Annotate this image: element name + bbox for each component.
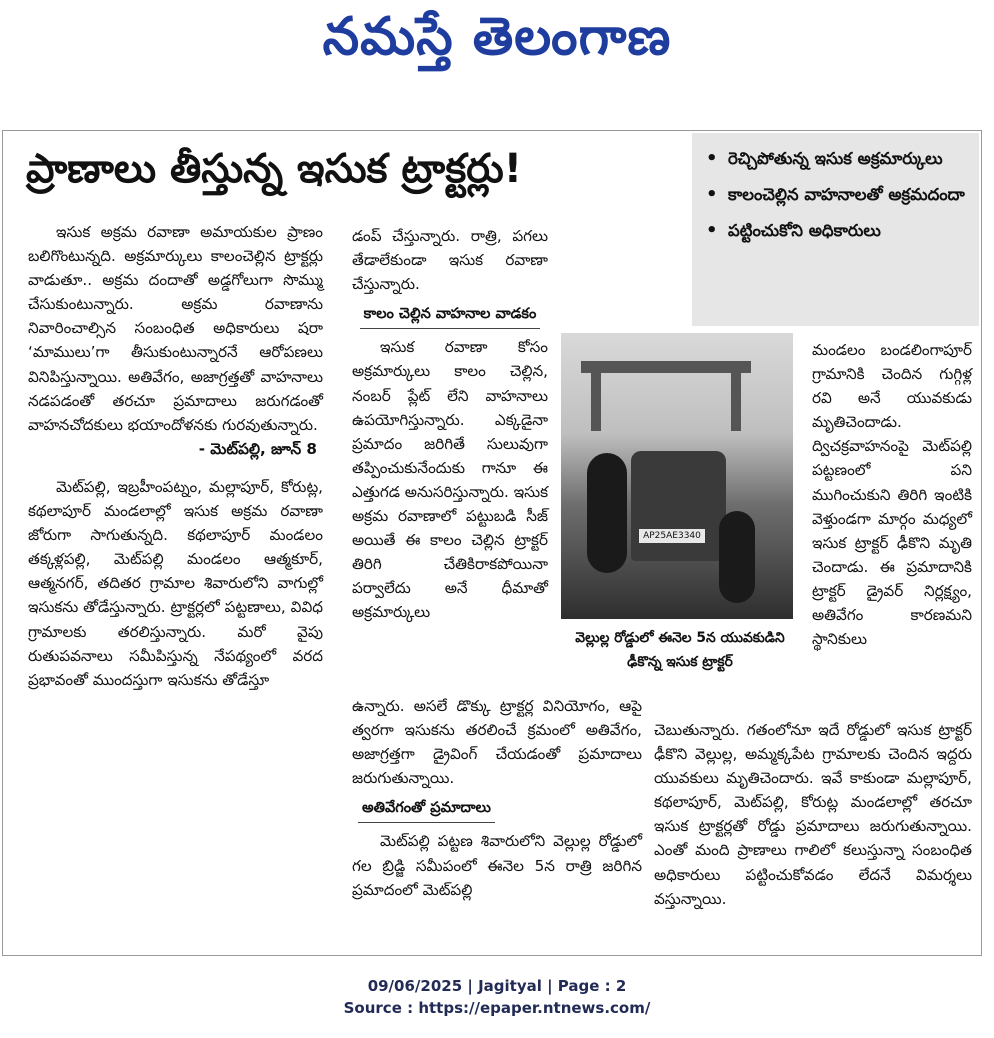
article-column-3 [812,338,972,651]
highlight-item: • పట్టించుకోని అధికారులు [700,217,969,245]
body-paragraph: మెట్‌పల్లి, ఇబ్రహీంపట్నం, మల్లాపూర్, కోరుట్ల, కథలాపూర్ మండలాల్లో ఇసుక అక్రమ రవాణా జోరుగా సాగుతున్నది. కథలాపూర్ మండలం తక్కళ్లపల్లి, మెట్‌పల్లి మండలం ఆత్మకూర్, ఆత్మనగర్, తదితర గ్రామాల శివారులోని వాగుల్లో ఇసుకను తోడేస్తున్నారు. ట్రాక్టర్లలో పట్టణాలు, వివిధ గ్రామాలకు తరలిస్తున్నారు. మరో వైపు రుతుపవనాలు సమీపిస్తున్న నేపథ్యంలో వరద ప్రభావంతో ముందస్తుగా ఇసుకను తోడేస్తూ [28,477,323,689]
article-column-3-wide [654,718,972,911]
bullet-icon: • [706,148,718,169]
article-column-1 [28,220,323,692]
body-paragraph: మెట్‌పల్లి పట్టణ శివారులోని వెల్లుల్ల రోడ్డులో గల బ్రిడ్జి సమీపంలో ఈనెల 5న రాత్రి జరిగిన ప్రమాదంలో మెట్‌పల్లి [352,832,642,899]
tractor-wheel [719,511,755,603]
tractor-wheel [587,453,627,573]
gate-shape [581,361,751,373]
gate-pillar [591,361,601,431]
body-paragraph: మండలం బండలింగాపూర్ గ్రామానికి చెందిన గుగ్గిళ్ల రవి అనే యువకుడు మృతిచెందాడు. ద్విచక్రవాహనంపై మెట్‌పల్లి పట్టణంలో పని ముగించుకుని తిరిగి ఇంటికి వెళ్తుండగా మార్గం మధ్యలో ఇసుక ట్రాక్టర్ ఢీకొని మృతి చెందాడు. ఈ ప్రమాదానికి ట్రాక్టర్ డ్రైవర్ నిర్లక్ష్యం, అతివేగం కారణమని స్థానికులు [812,341,972,649]
body-paragraph: ఉన్నారు. అసలే డొక్కు ట్రాక్టర్ల వినియోగం, ఆపై త్వరగా ఇసుకను తరలించే క్రమంలో అతివేగం, అజాగ్రత్తగా డ్రైవింగ్ చేయడంతో ప్రమాదాలు జరుగుతున్నాయి. [352,697,642,788]
footer-source: Source : https://epaper.ntnews.com/ [343,999,651,1017]
article-headline: ప్రాణాలు తీస్తున్న ఇసుక ట్రాక్టర్లు! [26,146,523,192]
tractor-body [631,451,726,561]
article-column-2 [352,224,548,625]
highlight-item: • రెచ్చిపోతున్న ఇసుక అక్రమార్కులు [700,145,969,173]
body-paragraph: ఇసుక రవాణా కోసం అక్రమార్కులు కాలం చెల్లిన, నంబర్ ప్లేట్ లేని వాహనాలు ఉపయోగిస్తున్నారు. ఎక్కడైనా ప్రమాదం జరిగితే సులువుగా తప్పించుకునేందుకు గానూ ఈ ఎత్తుగడ అనుసరిస్తున్నారు. ఇసుక అక్రమ రవాణాలో పట్టుబడి సీజ్ అయితే ఈ కాలం చెల్లిన ట్రాక్టర్ తిరిగి చేతికిరాకపోయినా పర్వాలేదు అనే ధీమాతో అక్రమార్కులు [352,338,549,622]
body-paragraph: చెబుతున్నారు. గతంలోనూ ఇదే రోడ్డులో ఇసుక ట్రాక్టర్ ఢీకొని వెల్లుల్ల, అమ్మక్కపేట గ్రామాలకు చెందిన ఇద్దరు యువకులు మృతిచెందారు. ఇవే కాకుండా మల్లాపూర్, కథలాపూర్, మెట్‌పల్లి, కోరుట్ల మండలాల్లో తరచూ ఇసుక ట్రాక్టర్లతో రోడ్డు ప్రమాదాలు జరుగుతున్నాయి. ఎంతో మంది ప్రాణాలు గాలిలో కలుస్తున్నా సంబంధిత అధికారులు పట్టించుకోవడం లేదనే విమర్శలు వస్తున్నాయి. [654,721,972,908]
intro-paragraph: ఇసుక అక్రమ రవాణా అమాయకుల ప్రాణం బలిగొంటున్నది. అక్రమార్కులు కాలంచెల్లిన ట్రాక్టర్లు వాడుతూ.. అక్రమ దందాతో అడ్డగోలుగా సొమ్ము చేసుకుంటున్నారు. అక్రమ రవాణాను నివారించాల్సిన సంబంధిత అధికారులు షరా ‘మాములు’గా తీసుకుంటున్నారనే ఆరోపణలు వినిపిస్తున్నాయి. అతివేగం, అజాగ్రత్తతో వాహనాలు నడపడంతో తరచూ ప్రమాదాలు జరుగడంతో వాహనచోదకులు భయాందోళనకు గురవుతున్నారు. [28,223,323,434]
bullet-icon: • [706,184,718,205]
photo-caption: వెల్లుల్ల రోడ్డులో ఈనెల 5న యువకుడిని ఢీకొన్న ఇసుక ట్రాక్టర్ [575,630,785,670]
tractor-photo [561,333,793,619]
subheading: అతివేగంతో ప్రమాదాలు [358,796,495,823]
gate-pillar [731,361,741,431]
bullet-icon: • [706,220,718,241]
article-column-2-wide [352,694,642,902]
number-plate: AP25AE3340 [639,529,705,543]
subheading: కాలం చెల్లిన వాహనాల వాడకం [360,302,541,329]
highlight-item: • కాలంచెల్లిన వాహనాలతో అక్రమదందా [700,181,969,209]
dateline: - మెట్‌పల్లి, జూన్ 8 [198,439,317,458]
highlights-box [692,133,979,326]
page-footer [0,975,994,1019]
footer-date-edition: 09/06/2025 | Jagityal | Page : 2 [367,977,627,995]
body-paragraph: డంప్ చేస్తున్నారు. రాత్రి, పగలు తేడాలేకుండా ఇసుక రవాణా చేస్తున్నారు. [352,227,548,294]
newspaper-masthead: నమస్తే తెలంగాణ [322,6,672,67]
